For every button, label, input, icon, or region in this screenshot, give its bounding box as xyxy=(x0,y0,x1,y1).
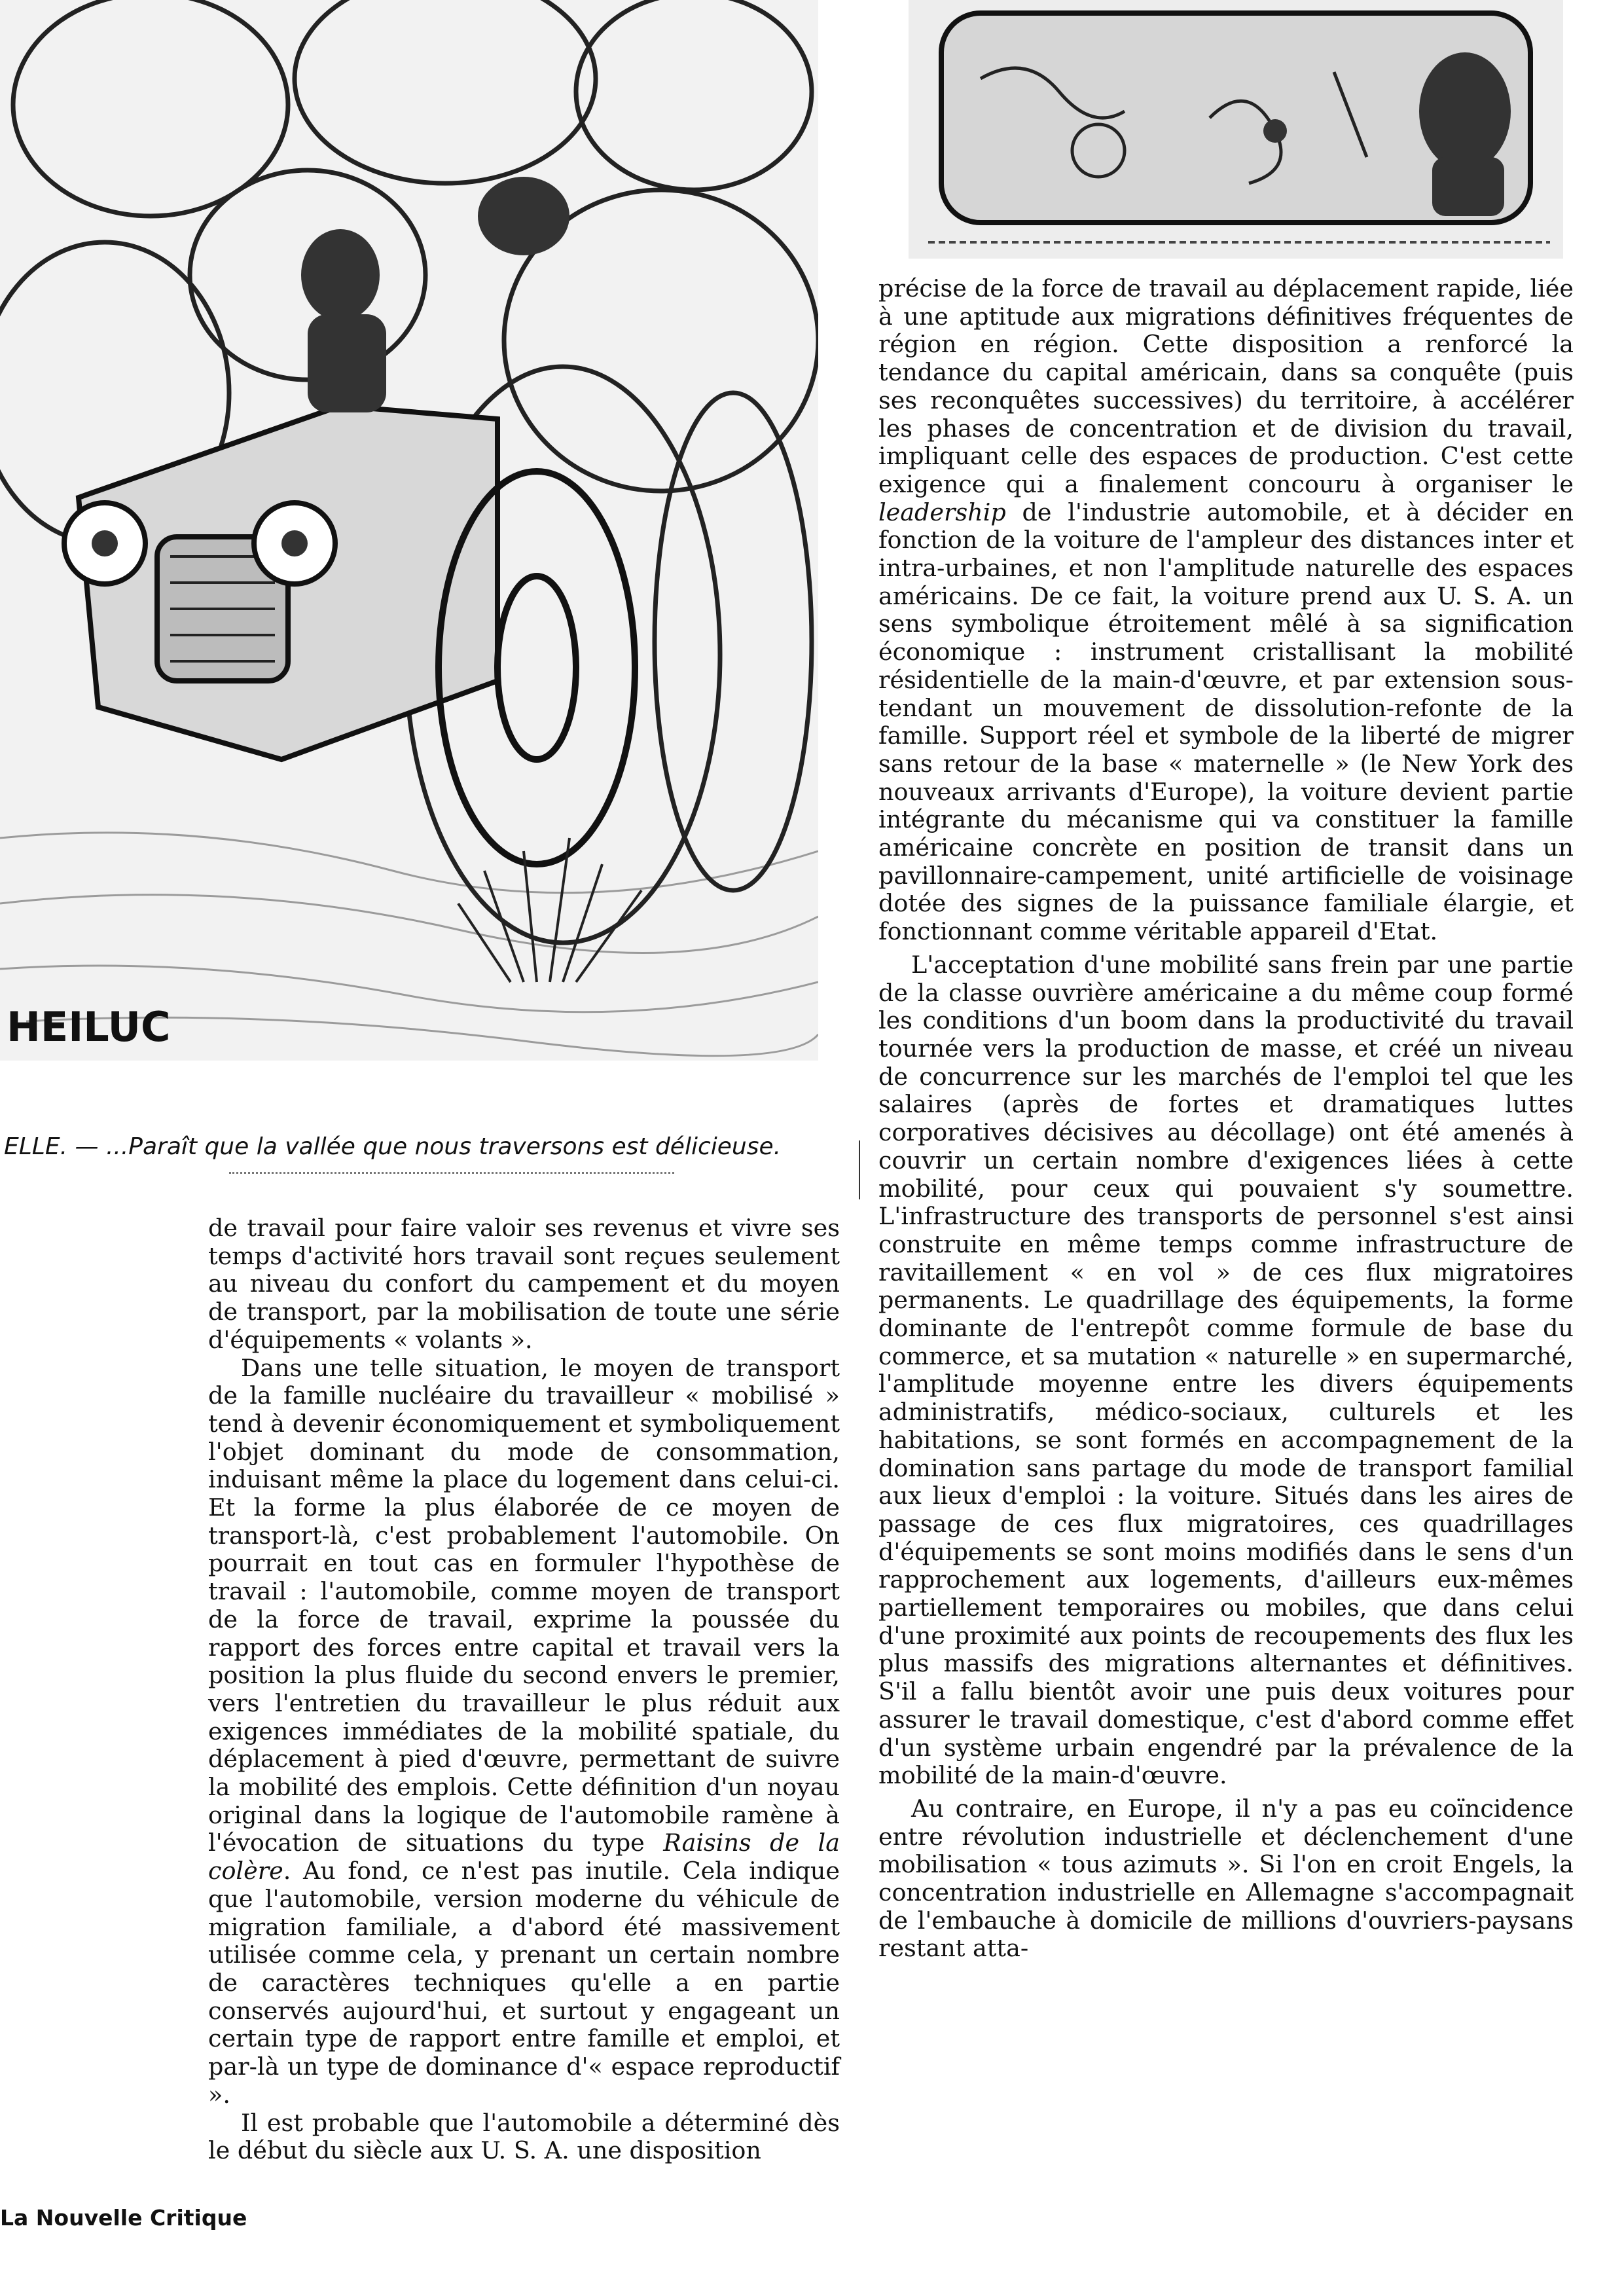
text-column-left xyxy=(208,1214,840,2165)
book-title: Raisins de la colère xyxy=(208,1829,840,1886)
windshield-drawing xyxy=(909,0,1563,259)
divider-line xyxy=(859,1140,860,1199)
paragraph-text: de l'industrie automobile, et à décider en fonction de la voiture de l'ampleur des distances inter et intra-urbaines, et non l'amplitude naturelle des espaces américains. De ce fait, la voiture prend aux U. S. A. un sens symbolique étroitement mêlé à sa signification économique : instrument cristallisant la mobilité résidentielle de la main-d'œuvre, et par extension sous-tendant un mouvement de dissolution-refonte de la famille. Support réel et symbole de la liberté de migrer sans retour de la base « maternelle » (le New York des nouveaux arrivants d'Europe), la voiture devient partie intégrante du mécanisme qui va constituer la famille américaine concrète en position de transit dans un pavillonnaire-campement, unité artificielle de voisinage dotée des signes de la puissance familiale élargie, et fonctionnant comme véritable appareil d'Etat. xyxy=(878,498,1574,946)
paragraph-text: précise de la force de travail au déplacement rapide, liée à une aptitude aux migrations définitives fréquentes de région en région. Cette disposition a renforcé la tendance du capital américain, dans sa conquête (puis ses reconquêtes successives) du territoire, à accélérer les phases de concentration et de division du travail, impliquant celle des espaces de production. C'est cette exigence qui a finalement concouru à organiser le xyxy=(878,274,1574,498)
illustration-caption xyxy=(4,1129,855,1168)
car-cartoon-drawing xyxy=(0,0,818,1061)
car-cartoon-illustration xyxy=(0,0,818,1061)
windshield-illustration xyxy=(909,0,1563,259)
paragraph xyxy=(878,275,1574,946)
caption-text: ...Paraît que la vallée que nous traversons est délicieuse. xyxy=(105,1133,782,1160)
artist-signature: HEILUC xyxy=(7,1003,171,1051)
paragraph-text: Dans une telle situation, le moyen de transport de la famille nucléaire du travailleur « mobilisé » tend à devenir économiquement et symboliquement l'objet dominant du mode de consommation, induisant même la place du logement dans celui-ci. Et la forme la plus élaborée de ce moyen de transport-là, c'est probablement l'automobile. On pourrait en tout cas en formuler l'hypothèse de travail : l'automobile, comme moyen de transport de la force de travail, exprime la poussée du rapport des forces entre capital et travail vers la position la plus fluide du second envers le premier, vers l'entretien du travailleur le plus réduit aux exigences immédiates de la mobilité spatiale, du déplacement à pied d'œuvre, permettant de suivre la mobilité des emplois. Cette définition d'un noyau original dans la logique de l'automobile ramène à l'évocation de situations du type xyxy=(208,1353,840,1857)
dotted-divider xyxy=(229,1172,674,1176)
paragraph: Il est probable que l'automobile a déterminé dès le début du siècle aux U. S. A. une disposition xyxy=(208,2108,840,2165)
paragraph: de travail pour faire valoir ses revenus et vivre ses temps d'activité hors travail sont reçues seulement au niveau du confort du campement et du moyen de transport, par la mobilisation de toute une série d'équipements « volants ». xyxy=(208,1214,840,1354)
caption-speaker: ELLE. — xyxy=(4,1133,106,1160)
paragraph: L'acceptation d'une mobilité sans frein par une partie de la classe ouvrière américaine a du même coup formé les conditions d'un boom dans la productivité du travail tournée vers la production de masse, et créé un niveau de concurrence sur les marchés de l'emploi tel que les salaires (après de fortes et dramatiques luttes corporatives décisives au décollage) ont été amenés à couvrir un certain nombre d'exigences liées à cette mobilité, pour ceux qui pouvaient s'y soumettre. L'infrastructure des transports de personnel s'est ainsi construite en même temps comme infrastructure de ravitaillement « en vol » de ces flux migratoires permanents. Le quadrillage des équipements, la forme dominante de l'entrepôt comme formule de base du commerce, et sa mutation « naturelle » en supermarché, l'amplitude moyenne entre les divers équipements administratifs, médico-sociaux, culturels et les habitations, se sont formés en accompagnement de la domination sans partage du mode de transport familial aux lieux d'emploi : la voiture. Situés dans les aires de passage de ces flux migratoires, ces quadrillages d'équipements se sont moins modifiés dans le sens d'un rapprochement aux logements, d'ailleurs eux-mêmes partiellement temporaires ou mobiles, que dans celui d'une proximité aux points de recoupements des flux les plus massifs des migrations alternantes et définitives. S'il a fallu bientôt avoir une puis deux voitures pour assurer le travail domestique, c'est d'abord comme effet d'un système urbain engendré par la prévalence de la mobilité de la main-d'œuvre. xyxy=(878,950,1574,1790)
text-column-right xyxy=(878,275,1574,1963)
paragraph: Au contraire, en Europe, il n'y a pas eu coïncidence entre révolution industrielle et déclenchement d'une mobilisation « tous azimuts ». Si l'on en croit Engels, la concentration industrielle en Allemagne s'accompagnait de l'embauche à domicile de millions d'ouvriers-paysans restant atta- xyxy=(878,1794,1574,1963)
paragraph xyxy=(208,1355,840,2109)
paragraph-text: . Au fond, ce n'est pas inutile. Cela indique que l'automobile, version moderne du véhicule de migration familiale, a d'abord été massivement utilisée comme cela, y prenant un certain nombre de caractères techniques qu'elle a en partie conservés aujourd'hui, et surtout y engageant un certain type de rapport entre famille et emploi, et par-là un type de dominance d'« espace reproductif ». xyxy=(208,1857,840,2109)
italic-term: leadership xyxy=(878,498,1006,526)
publication-name: La Nouvelle Critique xyxy=(0,2205,247,2231)
